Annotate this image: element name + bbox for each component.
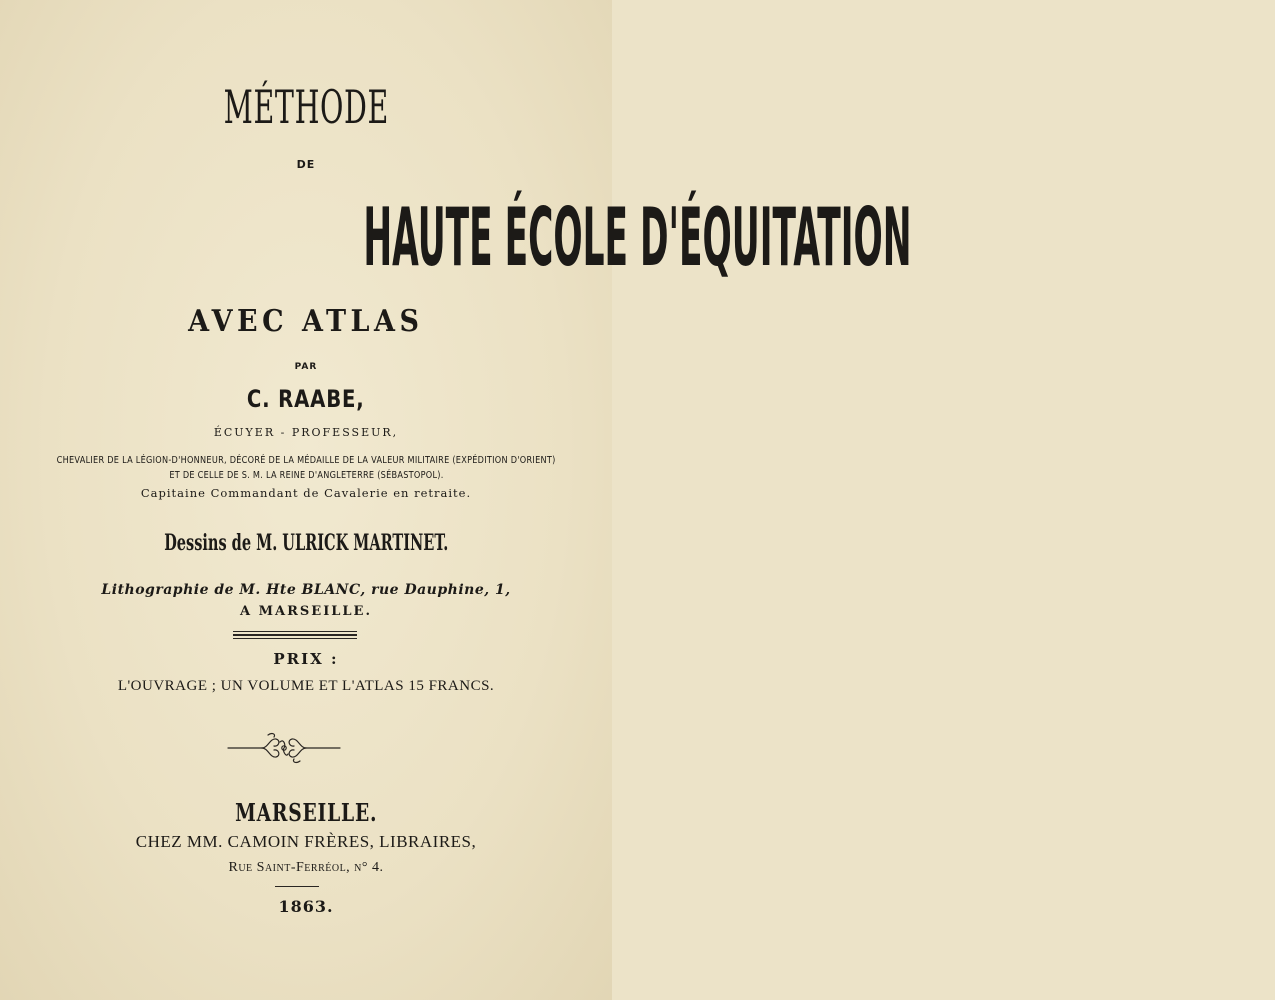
credits-lithography-city: A MARSEILLE. [240, 604, 372, 619]
imprint-year: 1863. [278, 897, 334, 916]
price-label: PRIX : [273, 650, 339, 668]
title-de: DE [296, 158, 316, 171]
author-par: PAR [294, 362, 318, 372]
divider-rule [233, 631, 357, 632]
divider-rule [275, 886, 319, 887]
author-name-text: C. RAABE, [247, 385, 365, 413]
imprint-publisher: CHEZ MM. CAMOIN FRÈRES, LIBRAIRES, [135, 832, 477, 851]
ornament-flourish-icon [224, 730, 344, 766]
author-honors-line2 [0, 470, 612, 481]
credits-lithography: Lithographie de M. Hte BLANC, rue Dauphine, 1, [101, 582, 511, 598]
author-honors-line1-text: CHEVALIER DE LA LÉGION-D'HONNEUR, DÉCORÉ DE LA MÉDAILLE DE LA VALEUR MILITAIRE (EXPÉDITION D'ORIENT) [56, 455, 556, 466]
author-name [0, 385, 612, 413]
title-avec-atlas-text: AVEC ATLAS [188, 304, 424, 339]
author-honors-line1 [0, 455, 612, 466]
imprint-address: Rue Saint-Ferréol, n° 4. [228, 860, 384, 875]
title-haute-ecole [0, 190, 912, 286]
imprint-city-text: MARSEILLE. [234, 798, 378, 827]
divider-rule [233, 638, 357, 639]
title-haute-ecole-text: HAUTE ÉCOLE D'ÉQUITATION [363, 191, 912, 284]
author-honors-line2-text: ET DE CELLE DE S. M. LA REINE D'ANGLETERRE (SÉBASTOPOL). [168, 470, 444, 481]
divider-rule [233, 634, 357, 636]
author-rank: Capitaine Commandant de Cavalerie en retraite. [140, 486, 472, 500]
author-role: ÉCUYER - PROFESSEUR, [213, 426, 399, 439]
imprint-city [0, 798, 612, 827]
credits-drawings [0, 530, 612, 556]
title-methode-text: MÉTHODE [223, 80, 389, 134]
title-methode [0, 80, 612, 134]
credits-drawings-text: Dessins de M. ULRICK MARTINET. [163, 530, 449, 556]
price-detail: L'OUVRAGE ; UN VOLUME ET L'ATLAS 15 FRANCS. [117, 678, 495, 694]
title-avec-atlas [0, 304, 612, 339]
